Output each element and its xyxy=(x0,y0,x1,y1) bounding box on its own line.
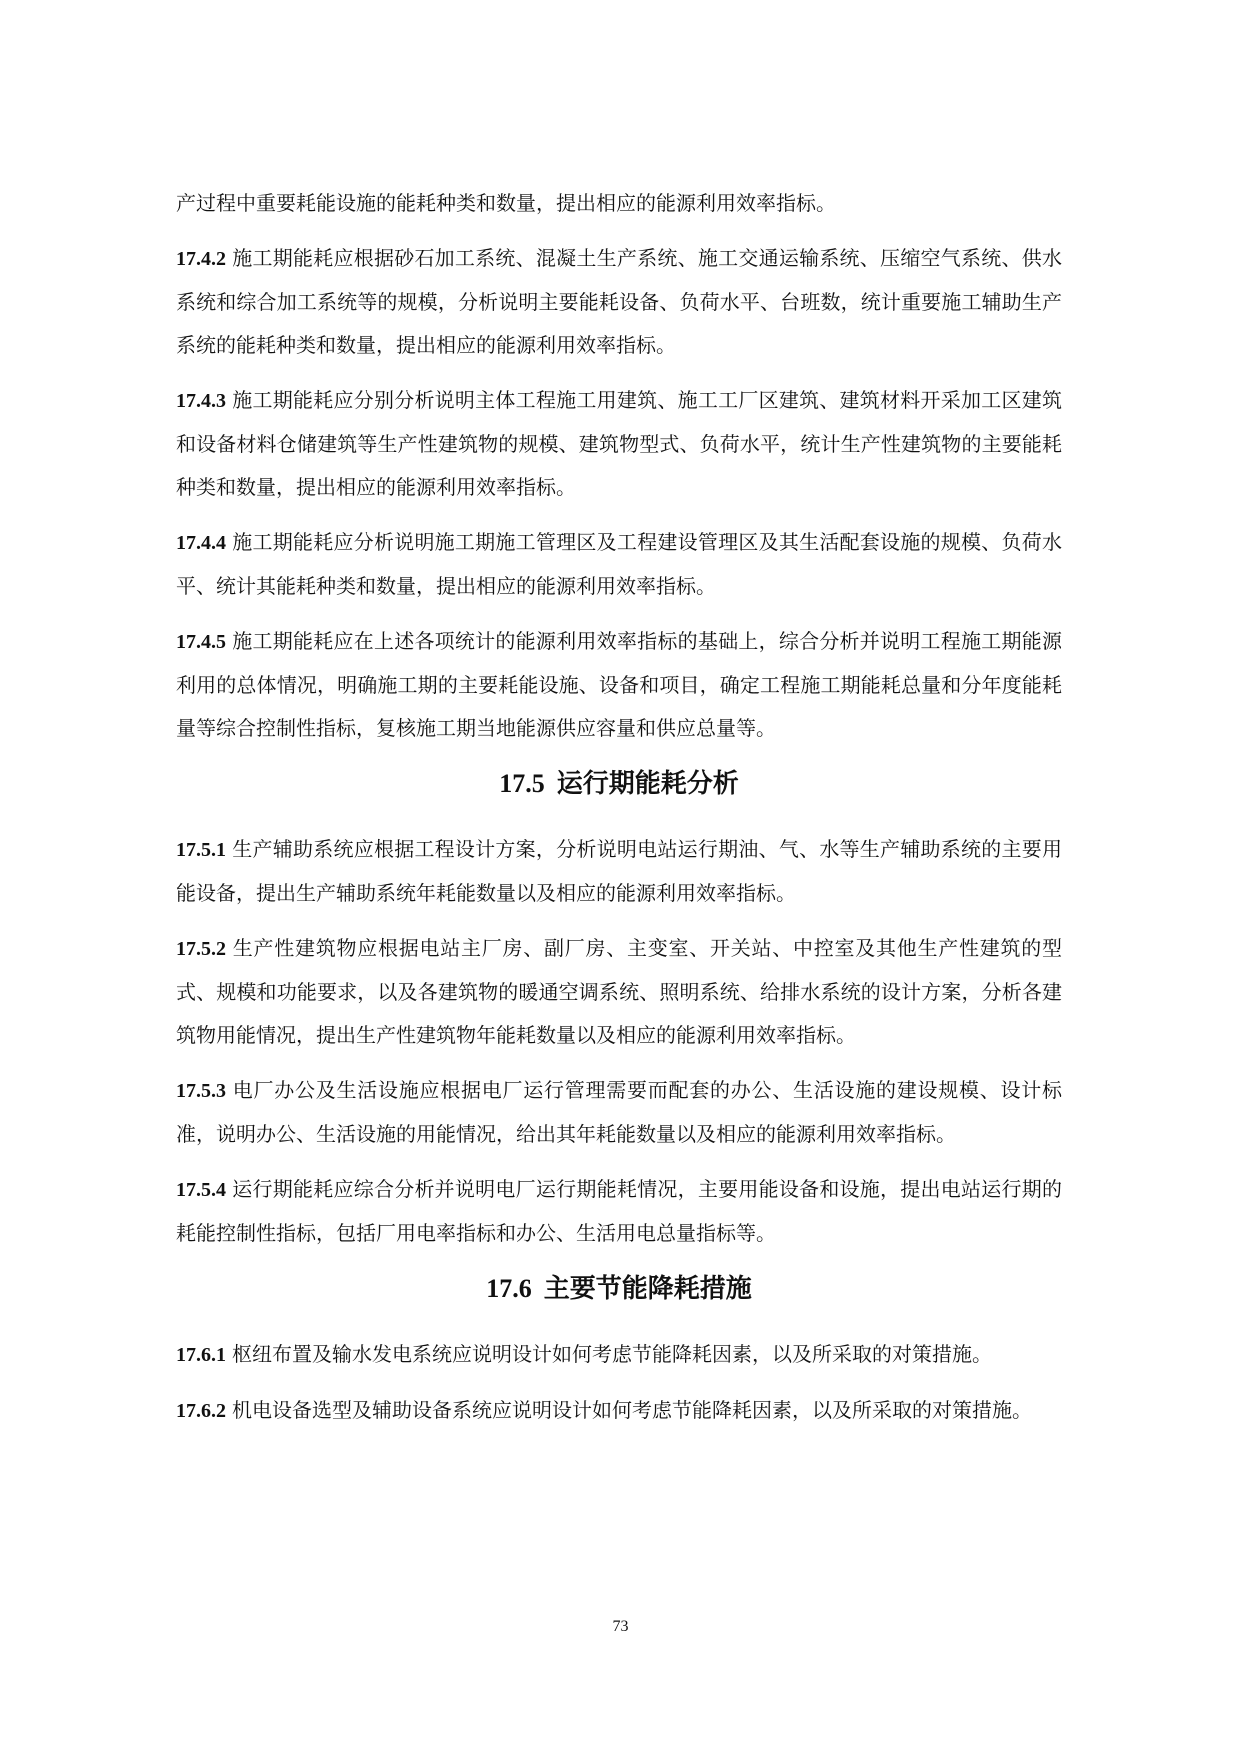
clause-17-6-2 xyxy=(176,1389,1062,1433)
clause-17-6-1 xyxy=(176,1333,1062,1377)
clause-number: 17.5.2 xyxy=(176,938,226,960)
paragraph-text: 产过程中重要耗能设施的能耗种类和数量，提出相应的能源利用效率指标。 xyxy=(176,191,836,215)
clause-17-5-2 xyxy=(176,927,1062,1057)
clause-text: 施工期能耗应在上述各项统计的能源利用效率指标的基础上，综合分析并说明工程施工期能源利用的总体情况，明确施工期的主要耗能设施、设备和项目，确定工程施工期能耗总量和分年度能耗量等综合控制性指标，复核施工期当地能源供应容量和供应总量等。 xyxy=(176,629,1062,740)
section-number: 17.5 xyxy=(499,769,545,798)
section-title: 主要节能降耗措施 xyxy=(543,1274,752,1304)
clause-text: 施工期能耗应分别分析说明主体工程施工用建筑、施工工厂区建筑、建筑材料开采加工区建筑和设备材料仓储建筑等生产性建筑物的规模、建筑物型式、负荷水平，统计生产性建筑物的主要能耗种类和数量，提出相应的能源利用效率指标。 xyxy=(176,388,1062,499)
clause-text: 施工期能耗应根据砂石加工系统、混凝土生产系统、施工交通运输系统、压缩空气系统、供水系统和综合加工系统等的规模，分析说明主要能耗设备、负荷水平、台班数，统计重要施工辅助生产系统的能耗种类和数量，提出相应的能源利用效率指标。 xyxy=(176,246,1062,357)
clause-number: 17.4.5 xyxy=(176,631,226,653)
clause-number: 17.5.3 xyxy=(176,1080,226,1102)
clause-text: 施工期能耗应分析说明施工期施工管理区及工程建设管理区及其生活配套设施的规模、负荷水平、统计其能耗种类和数量，提出相应的能源利用效率指标。 xyxy=(176,530,1062,598)
clause-number: 17.6.1 xyxy=(176,1344,226,1366)
clause-17-4-3 xyxy=(176,379,1062,509)
section-heading-17-6 xyxy=(176,1271,1062,1307)
clause-number: 17.4.2 xyxy=(176,248,226,270)
clause-17-5-4 xyxy=(176,1168,1062,1255)
clause-text: 机电设备选型及辅助设备系统应说明设计如何考虑节能降耗因素，以及所采取的对策措施。 xyxy=(232,1398,1032,1422)
clause-number: 17.4.3 xyxy=(176,390,226,412)
clause-17-4-4 xyxy=(176,521,1062,608)
clause-17-4-5 xyxy=(176,620,1062,750)
clause-number: 17.5.1 xyxy=(176,839,226,861)
clause-17-5-1 xyxy=(176,828,1062,915)
clause-number: 17.6.2 xyxy=(176,1400,226,1422)
clause-17-4-2 xyxy=(176,237,1062,367)
clause-text: 电厂办公及生活设施应根据电厂运行管理需要而配套的办公、生活设施的建设规模、设计标准，说明办公、生活设施的用能情况，给出其年耗能数量以及相应的能源利用效率指标。 xyxy=(176,1078,1062,1146)
clause-text: 生产性建筑物应根据电站主厂房、副厂房、主变室、开关站、中控室及其他生产性建筑的型式、规模和功能要求，以及各建筑物的暖通空调系统、照明系统、给排水系统的设计方案，分析各建筑物用能情况，提出生产性建筑物年能耗数量以及相应的能源利用效率指标。 xyxy=(176,936,1062,1047)
document-body xyxy=(176,182,1062,1445)
clause-17-5-3 xyxy=(176,1069,1062,1156)
clause-number: 17.5.4 xyxy=(176,1179,226,1201)
section-number: 17.6 xyxy=(486,1274,532,1303)
section-heading-17-5 xyxy=(176,766,1062,802)
clause-text: 枢纽布置及输水发电系统应说明设计如何考虑节能降耗因素，以及所采取的对策措施。 xyxy=(232,1342,992,1366)
page-number: 73 xyxy=(612,1618,629,1635)
clause-number: 17.4.4 xyxy=(176,532,226,554)
section-title: 运行期能耗分析 xyxy=(556,769,739,799)
clause-text: 生产辅助系统应根据工程设计方案，分析说明电站运行期油、气、水等生产辅助系统的主要用能设备，提出生产辅助系统年耗能数量以及相应的能源利用效率指标。 xyxy=(176,837,1062,905)
clause-text: 运行期能耗应综合分析并说明电厂运行期能耗情况，主要用能设备和设施，提出电站运行期的耗能控制性指标，包括厂用电率指标和办公、生活用电总量指标等。 xyxy=(176,1177,1062,1245)
paragraph-continuation xyxy=(176,182,1062,225)
